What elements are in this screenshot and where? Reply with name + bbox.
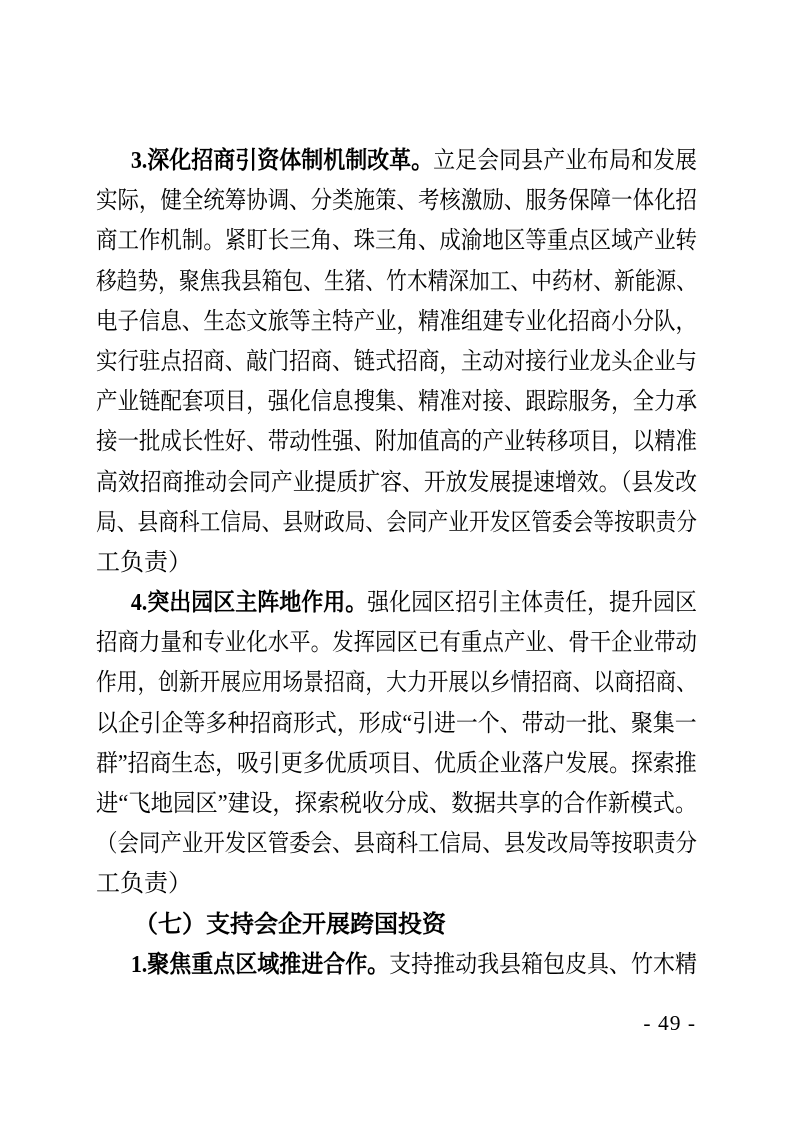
text-line [96, 543, 697, 583]
text-line [96, 302, 697, 342]
bold-lead-segment: 4.突出园区主阵地作用。 [130, 590, 368, 617]
text-line [96, 905, 697, 945]
body-text-segment: 强化园区招引主体责任，提升园区 [367, 590, 697, 617]
text-line [96, 503, 697, 543]
text-line [96, 945, 697, 985]
body-text-segment: 以企引企等多种招商形式，形成“引进一个、带动一批、聚集一 [96, 710, 697, 737]
body-text-segment: （会同产业开发区管委会、县商科工信局、县发改局等按职责分 [96, 831, 697, 858]
page-number: - 49 - [643, 1011, 696, 1035]
text-line [96, 141, 697, 181]
text-line [96, 583, 697, 623]
bold-lead-segment: 1.聚焦重点区域推进合作。 [130, 951, 390, 978]
body-text-segment: 电子信息、生态文旅等主特产业，精准组建专业化招商小分队， [96, 308, 697, 335]
text-line [96, 382, 697, 422]
text-line [96, 181, 697, 221]
body-text-segment: 作用，创新开展应用场景招商，大力开展以乡情招商、以商招商、 [96, 670, 697, 697]
text-line [96, 824, 697, 864]
body-text-segment: 工负责） [96, 549, 192, 576]
text-line [96, 744, 697, 784]
body-text-segment: 招商力量和专业化水平。发挥园区已有重点产业、骨干企业带动 [96, 630, 697, 657]
body-text-segment: 支持推动我县箱包皮具、竹木精 [389, 951, 697, 978]
bold-lead-segment: 3.深化招商引资体制机制改革。 [130, 148, 434, 174]
body-text-segment: 实际，健全统筹协调、分类施策、考核激励、服务保障一体化招 [96, 188, 697, 215]
text-line [96, 663, 697, 703]
text-line [96, 262, 697, 302]
text-line [96, 704, 697, 744]
body-text-segment: 接一批成长性好、带动性强、附加值高的产业转移项目，以精准 [96, 429, 697, 456]
body-text-segment: 商工作机制。紧盯长三角、珠三角、成渝地区等重点区域产业转 [96, 228, 697, 255]
body-text-segment: 局、县商科工信局、县财政局、会同产业开发区管委会等按职责分 [96, 509, 697, 536]
document-body [96, 141, 697, 985]
body-text-segment: 群”招商生态，吸引更多优质项目、优质企业落户发展。探索推 [96, 750, 697, 777]
body-text-segment: 实行驻点招商、敲门招商、链式招商，主动对接行业龙头企业与 [96, 348, 697, 375]
text-line [96, 623, 697, 663]
text-line [96, 422, 697, 462]
bold-lead-segment: （七）支持会企开展跨国投资 [134, 911, 446, 938]
text-line [96, 864, 697, 904]
body-text-segment: 移趋势，聚焦我县箱包、生猪、竹木精深加工、中药材、新能源、 [96, 268, 697, 295]
text-line [96, 784, 698, 824]
text-line [96, 463, 697, 503]
body-text-segment: 产业链配套项目，强化信息搜集、精准对接、跟踪服务，全力承 [96, 389, 697, 416]
body-text-segment: 高效招商推动会同产业提质扩容、开放发展提速增效。（县发改 [96, 469, 697, 496]
body-text-segment: 进“飞地园区”建设，探索税收分成、数据共享的合作新模式。 [96, 791, 698, 817]
text-line [96, 342, 697, 382]
text-line [96, 221, 697, 261]
body-text-segment: 立足会同县产业布局和发展 [433, 148, 697, 174]
body-text-segment: 工负责） [96, 871, 192, 898]
